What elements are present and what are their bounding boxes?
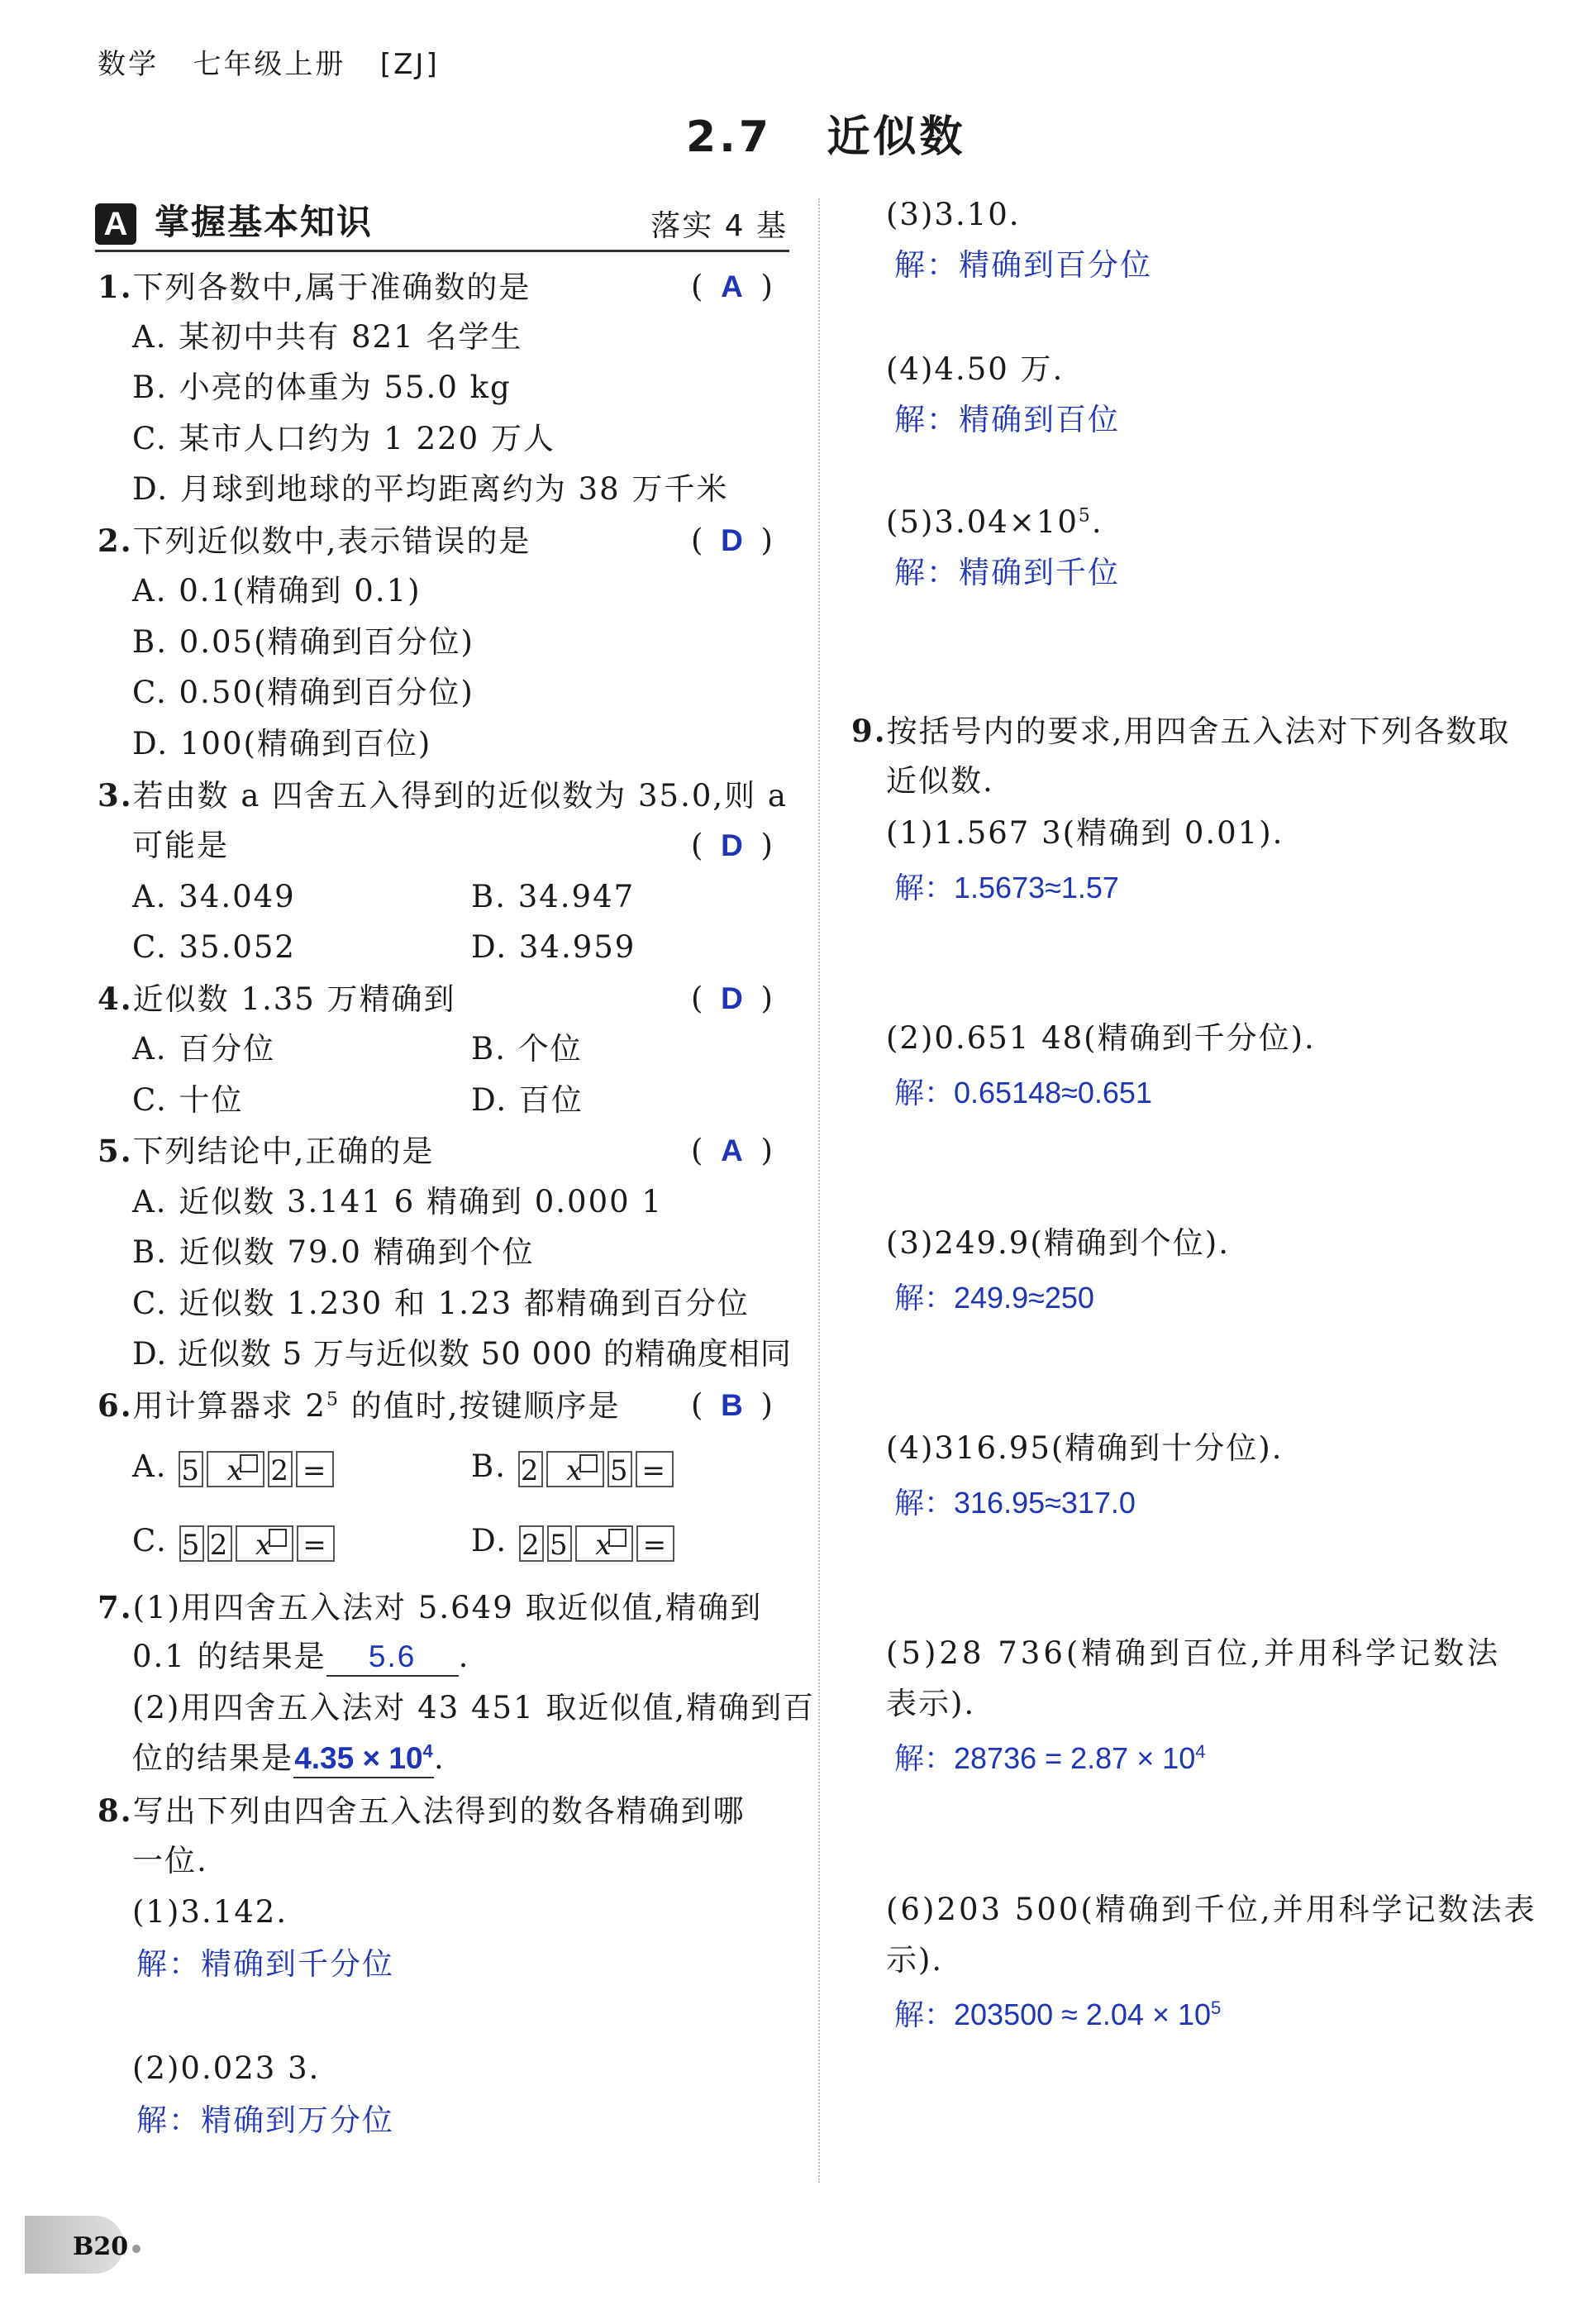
q3-stem-cont: 可能是 xyxy=(132,828,229,863)
q9-stem-cont: 近似数. xyxy=(886,763,994,799)
q2-answer: ( D ) xyxy=(691,523,773,558)
q2-option-a: A. 0.1(精确到 0.1) xyxy=(132,573,422,609)
q3-option-b: B. 34.947 xyxy=(471,879,636,914)
q8-answer-4: 解：精确到百位 xyxy=(894,402,1120,437)
q7-line3: (2)用四舍五入法对 43 451 取近似值,精确到百 xyxy=(132,1690,816,1725)
q2-option-b: B. 0.05(精确到百分位) xyxy=(132,624,474,660)
q9-answer-5: 解：$28736 = 2.87 \times 10^4$ xyxy=(894,1741,1206,1775)
q3-stem: 3.若由数 a 四舍五入得到的近似数为 35.0,则 a xyxy=(98,777,788,814)
q7-answer-1: 5.6 xyxy=(326,1639,459,1677)
q5-option-b: B. 近似数 79.0 精确到个位 xyxy=(132,1234,535,1270)
column-divider xyxy=(818,198,820,2183)
q5-option-d: D. 近似数 5 万与近似数 50 000 的精确度相同 xyxy=(132,1336,792,1372)
q6-option-c: C. 5 2 x = xyxy=(132,1523,338,1562)
q1-option-a: A. 某初中共有 821 名学生 xyxy=(132,319,523,355)
q3-option-a: A. 34.049 xyxy=(132,879,296,914)
q2-option-d: D. 100(精确到百位) xyxy=(132,726,432,761)
footer-dot xyxy=(132,2245,141,2253)
section-right-label: 落实 4 基 xyxy=(650,209,788,243)
key-x-power: x xyxy=(575,1525,633,1562)
q8-item-3: (3)3.10. xyxy=(886,197,1021,232)
q4-stem: 4.近似数 1.35 万精确到 xyxy=(98,981,456,1017)
key-2: 2 xyxy=(519,1525,544,1562)
key-equals: = xyxy=(297,1525,335,1562)
q9-answer-1: 解：1.5673≈1.57 xyxy=(894,871,1119,904)
q4-option-b: B. 个位 xyxy=(471,1031,583,1067)
key-equals: = xyxy=(636,1525,674,1562)
key-x-power: x xyxy=(546,1451,604,1487)
q8-stem-cont: 一位. xyxy=(132,1843,208,1878)
section-title: 掌握基本知识 xyxy=(155,202,374,242)
q9-item-5: (5)28 736(精确到百位,并用科学记数法 xyxy=(886,1635,1502,1671)
q9-item-6-cont: 示). xyxy=(886,1942,944,1978)
q1-stem: 1.下列各数中,属于准确数的是 xyxy=(98,269,531,305)
q6-option-b: B. 2 x 5 = xyxy=(471,1449,677,1487)
q8-answer-5: 解：精确到千位 xyxy=(894,555,1120,590)
q7-line4: 位的结果是$4.35 \times 10^4$. xyxy=(132,1740,445,1778)
q8-item-2: (2)0.023 3. xyxy=(132,2050,321,2086)
q4-answer: ( D ) xyxy=(691,981,773,1016)
section-banner xyxy=(95,198,789,252)
q8-item-1: (1)3.142. xyxy=(132,1894,288,1930)
key-5: 5 xyxy=(607,1451,632,1487)
key-equals: = xyxy=(296,1451,334,1487)
q1-option-b: B. 小亮的体重为 55.0 kg xyxy=(132,370,512,405)
q2-stem: 2.下列近似数中,表示错误的是 xyxy=(98,523,531,559)
q9-answer-4: 解：316.95≈317.0 xyxy=(894,1486,1136,1520)
q7-answer-2: $4.35 \times 10^4$ xyxy=(293,1740,434,1778)
q9-item-2: (2)0.651 48(精确到千分位). xyxy=(886,1020,1316,1056)
q8-answer-2: 解：精确到万分位 xyxy=(136,2102,394,2138)
q3-answer: ( D ) xyxy=(691,828,773,863)
q9-answer-6: 解：$203500 \approx 2.04 \times 10^5$ xyxy=(894,1997,1222,2031)
page-title: 2.7 近似数 xyxy=(686,112,966,162)
q8-item-4: (4)4.50 万. xyxy=(886,351,1065,387)
key-5: 5 xyxy=(179,1525,204,1562)
q9-stem: 9.按括号内的要求,用四舍五入法对下列各数取 xyxy=(851,713,1511,749)
q4-option-c: C. 十位 xyxy=(132,1082,244,1118)
key-5: 5 xyxy=(547,1525,572,1562)
q4-option-a: A. 百分位 xyxy=(132,1031,276,1067)
q7-line2: 0.1 的结果是 5.6 . xyxy=(132,1639,469,1677)
q3-option-c: C. 35.052 xyxy=(132,929,296,965)
q9-item-3: (3)249.9(精确到个位). xyxy=(886,1225,1230,1261)
key-equals: = xyxy=(636,1451,674,1487)
q9-answer-2: 解：0.65148≈0.651 xyxy=(894,1076,1152,1110)
q3-option-d: D. 34.959 xyxy=(471,929,636,965)
page-number-badge xyxy=(25,2216,129,2274)
key-2: 2 xyxy=(207,1525,232,1562)
q8-answer-1: 解：精确到千分位 xyxy=(136,1946,394,1982)
q2-option-c: C. 0.50(精确到百分位) xyxy=(132,675,474,710)
header-subject: 数学 七年级上册 [ZJ] xyxy=(98,48,440,81)
q6-stem: 6.用计算器求 $2^5$ 的值时,按键顺序是 xyxy=(98,1387,621,1424)
q4-option-d: D. 百位 xyxy=(471,1082,584,1118)
q1-option-d: D. 月球到地球的平均距离约为 38 万千米 xyxy=(132,471,729,507)
q5-answer: ( A ) xyxy=(691,1133,773,1168)
q5-option-c: C. 近似数 1.230 和 1.23 都精确到百分位 xyxy=(132,1286,750,1321)
q9-answer-3: 解：249.9≈250 xyxy=(894,1281,1094,1315)
q9-item-1: (1)1.567 3(精确到 0.01). xyxy=(886,815,1284,851)
q5-stem: 5.下列结论中,正确的是 xyxy=(98,1133,435,1169)
page-number: B20 xyxy=(73,2232,129,2261)
q8-item-5: $(5)3.04\times 10^5$. xyxy=(886,504,1103,540)
q8-answer-3: 解：精确到百分位 xyxy=(894,247,1152,283)
q6-option-d: D. 2 5 x = xyxy=(471,1523,678,1562)
q9-item-5-cont: 表示). xyxy=(886,1686,976,1721)
q1-answer: ( A ) xyxy=(691,269,773,304)
q6-option-a: A. 5 x 2 = xyxy=(132,1449,337,1487)
section-badge: A xyxy=(95,203,136,245)
q1-option-c: C. 某市人口约为 1 220 万人 xyxy=(132,421,555,456)
key-5: 5 xyxy=(179,1451,203,1487)
key-2: 2 xyxy=(268,1451,293,1487)
q7-line1: 7.(1)用四舍五入法对 5.649 取近似值,精确到 xyxy=(98,1589,763,1625)
q6-answer: ( B ) xyxy=(691,1387,773,1423)
q5-option-a: A. 近似数 3.141 6 精确到 0.000 1 xyxy=(132,1184,663,1219)
key-x-power: x xyxy=(207,1451,264,1487)
q8-stem: 8.写出下列由四舍五入法得到的数各精确到哪 xyxy=(98,1792,746,1829)
key-x-power: x xyxy=(236,1525,293,1562)
q9-item-6: (6)203 500(精确到千位,并用科学记数法表 xyxy=(886,1892,1537,1927)
q9-item-4: (4)316.95(精确到十分位). xyxy=(886,1430,1284,1466)
key-2: 2 xyxy=(518,1451,543,1487)
